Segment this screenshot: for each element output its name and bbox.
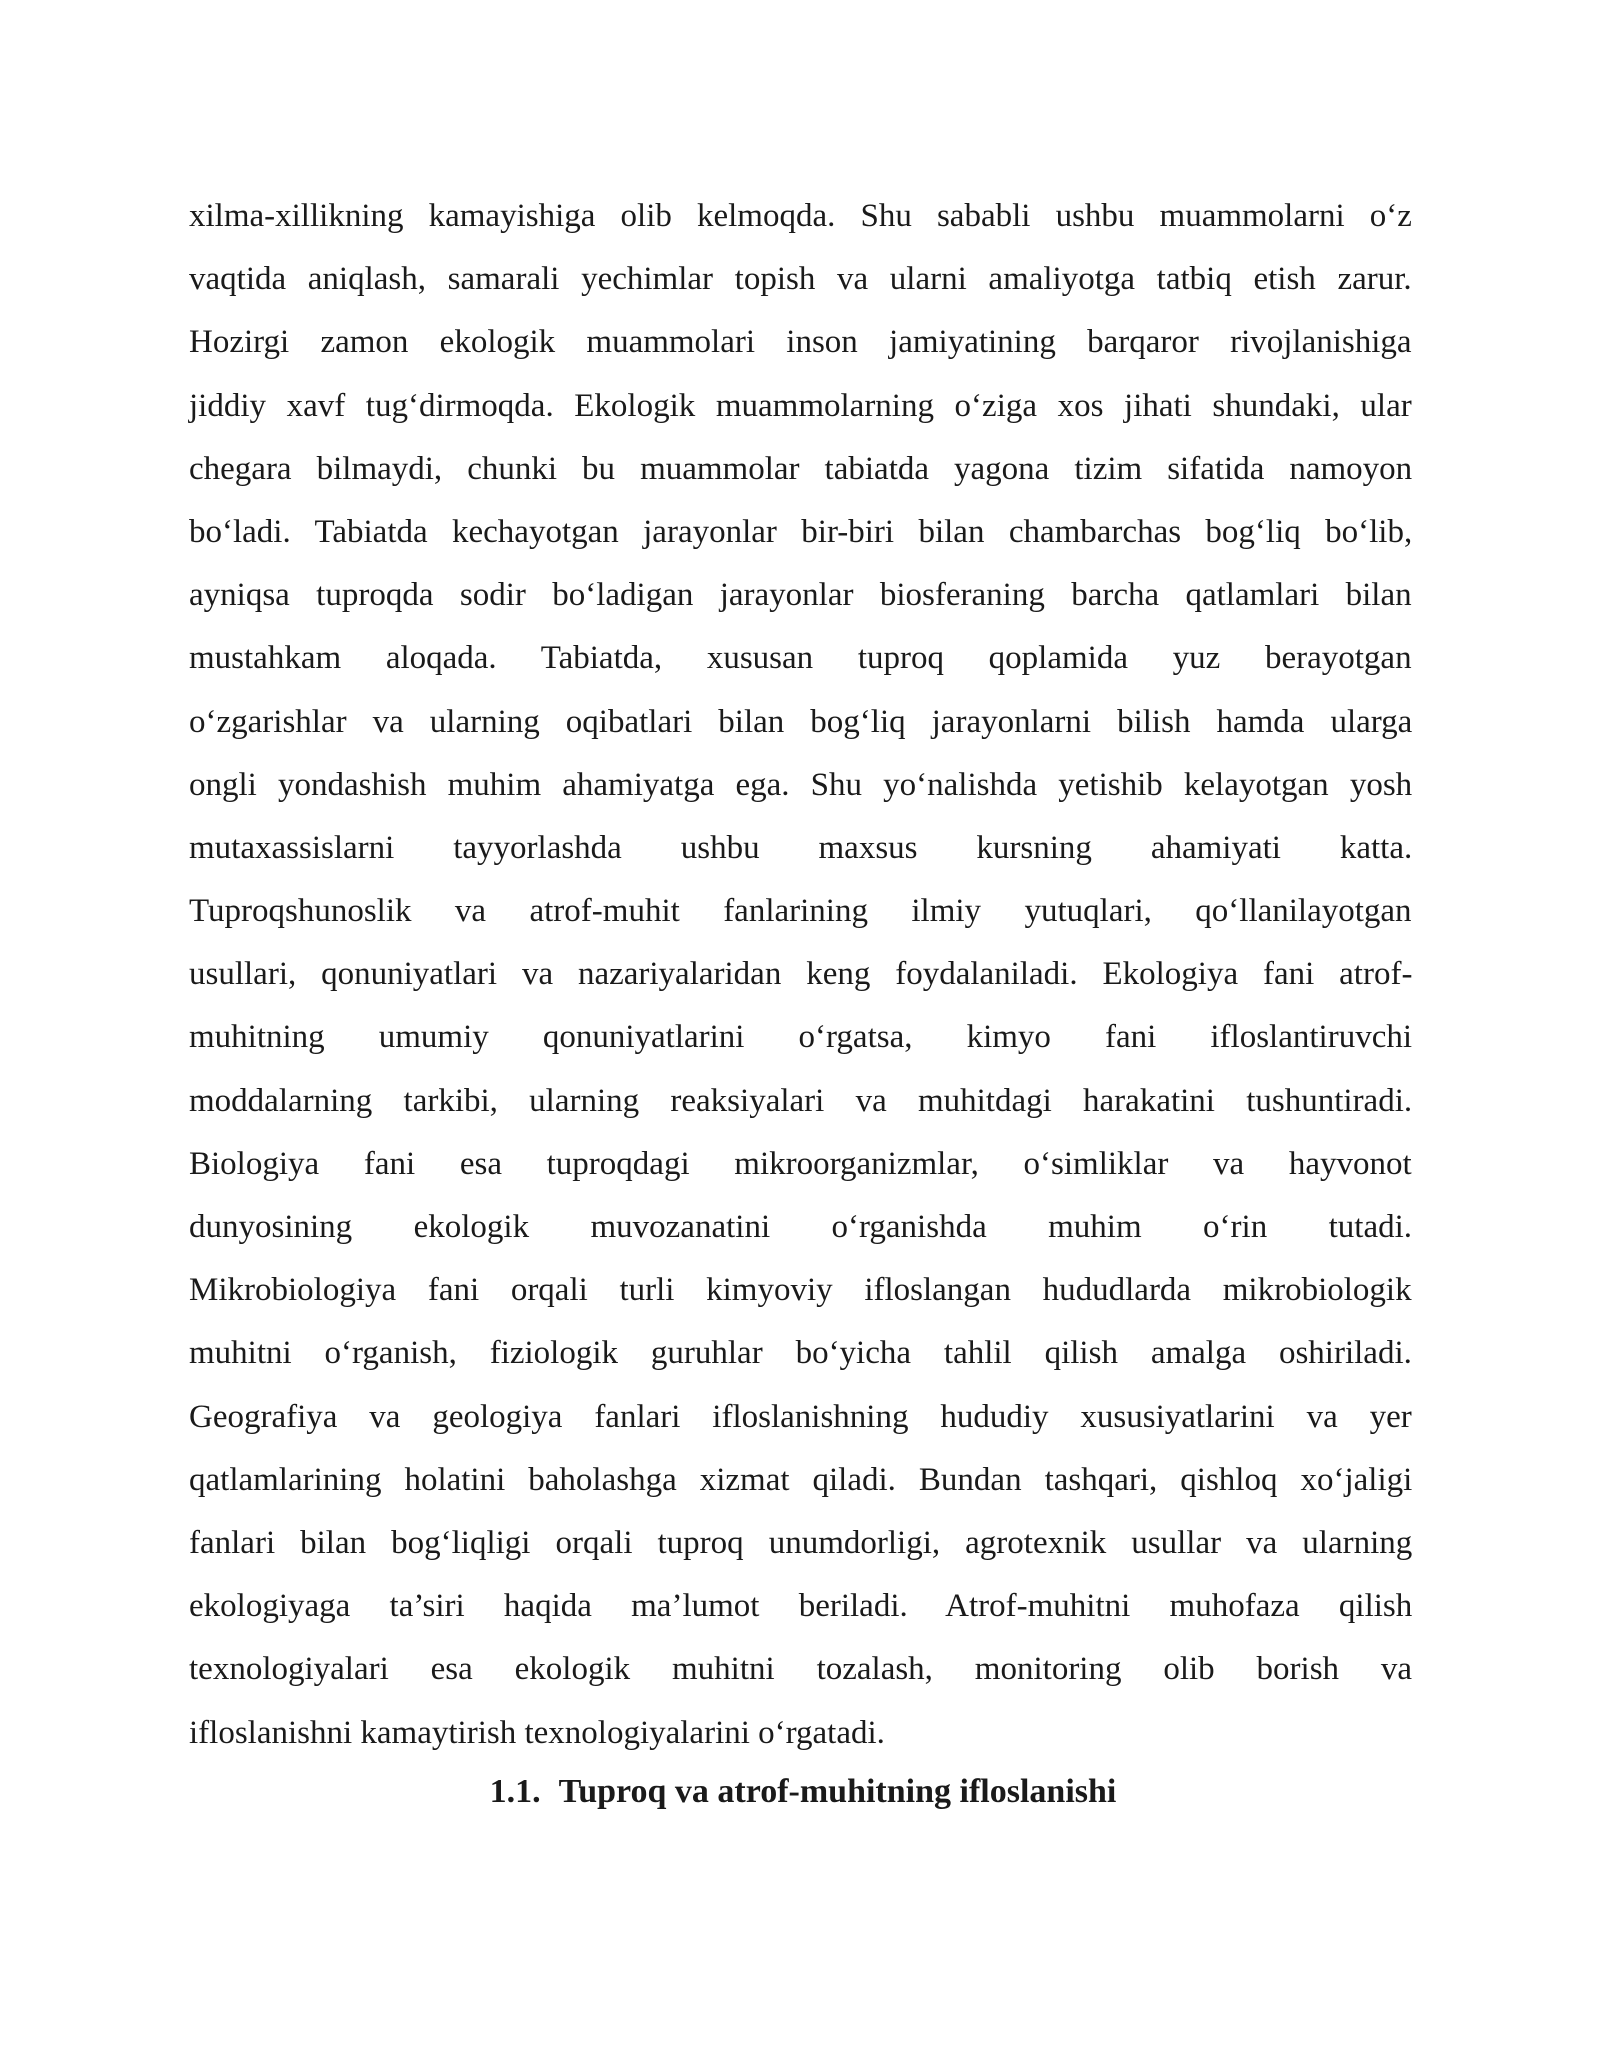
paragraph-line: texnologiyalari esa ekologik muhitni tozalash, monitoring olib borish va (189, 1651, 1413, 1688)
paragraph-line: ifloslanishni kamaytirish texnologiyalarini o‘rgatadi. (189, 1714, 885, 1751)
section-heading (0, 1760, 1600, 1823)
paragraph-line: Hozirgi zamon ekologik muammolari inson jamiyatining barqaror rivojlanishiga (189, 324, 1412, 361)
paragraph-line: Biologiya fani esa tuproqdagi mikroorganizmlar, o‘simliklar va hayvonot (189, 1145, 1412, 1182)
paragraph-line: dunyosining ekologik muvozanatini o‘rganishda muhim o‘rin tutadi. (189, 1209, 1413, 1245)
paragraph-line: muhitni o‘rganish, fiziologik guruhlar bo‘yicha tahlil qilish amalga oshiriladi. (189, 1335, 1412, 1372)
paragraph-line: Tuproqshunoslik va atrof-muhit fanlarining ilmiy yutuqlari, qo‘llanilayotgan (189, 893, 1412, 930)
paragraph-line: mustahkam aloqada. Tabiatda, xususan tuproq qoplamida yuz berayotgan (189, 640, 1412, 677)
section-number: 1.1. (489, 1773, 541, 1810)
paragraph-line: mutaxassislarni tayyorlashda ushbu maxsus kursning ahamiyati katta. (189, 829, 1413, 866)
paragraph-line: Mikrobiologiya fani orqali turli kimyoviy ifloslangan hududlarda mikrobiologik (189, 1272, 1412, 1309)
paragraph-line: ekologiyaga ta’siri haqida ma’lumot beriladi. Atrof-muhitni muhofaza qilish (189, 1588, 1413, 1625)
body-paragraph (189, 185, 1412, 1765)
paragraph-line: fanlari bilan bog‘liqligi orqali tuproq unumdorligi, agrotexnik usullar va ularning (189, 1524, 1413, 1561)
section-title: Tuproq va atrof-muhitning ifloslanishi (558, 1773, 1117, 1810)
paragraph-line: o‘zgarishlar va ularning oqibatlari bilan bog‘liq jarayonlarni bilish hamda ularga (189, 703, 1413, 740)
paragraph-line: chegara bilmaydi, chunki bu muammolar tabiatda yagona tizim sifatida namoyon (189, 450, 1413, 487)
paragraph-line: muhitning umumiy qonuniyatlarini o‘rgatsa, kimyo fani ifloslantiruvchi (189, 1019, 1413, 1056)
paragraph-line: xilma-xillikning kamayishiga olib kelmoqda. Shu sababli ushbu muammolarni o‘z (189, 198, 1412, 234)
paragraph-line: qatlamlarining holatini baholashga xizmat qiladi. Bundan tashqari, qishloq xo‘jaligi (189, 1461, 1413, 1498)
paragraph-line: ayniqsa tuproqda sodir bo‘ladigan jarayonlar biosferaning barcha qatlamlari bilan (189, 577, 1412, 614)
paragraph-line: ongli yondashish muhim ahamiyatga ega. Shu yo‘nalishda yetishib kelayotgan yosh (189, 766, 1413, 803)
paragraph-line: bo‘ladi. Tabiatda kechayotgan jarayonlar bir-biri bilan chambarchas bog‘liq bo‘lib, (189, 513, 1413, 550)
paragraph-line: Geografiya va geologiya fanlari ifloslanishning hududiy xususiyatlarini va yer (189, 1398, 1412, 1435)
paragraph-line: moddalarning tarkibi, ularning reaksiyalari va muhitdagi harakatini tushuntiradi. (189, 1082, 1413, 1119)
paragraph-line: usullari, qonuniyatlari va nazariyalaridan keng foydalaniladi. Ekologiya fani atrof- (189, 956, 1413, 993)
paragraph-line: jiddiy xavf tug‘dirmoqda. Ekologik muammolarning o‘ziga xos jihati shundaki, ular (189, 387, 1412, 424)
paragraph-line: vaqtida aniqlash, samarali yechimlar topish va ularni amaliyotga tatbiq etish zarur. (189, 261, 1412, 298)
